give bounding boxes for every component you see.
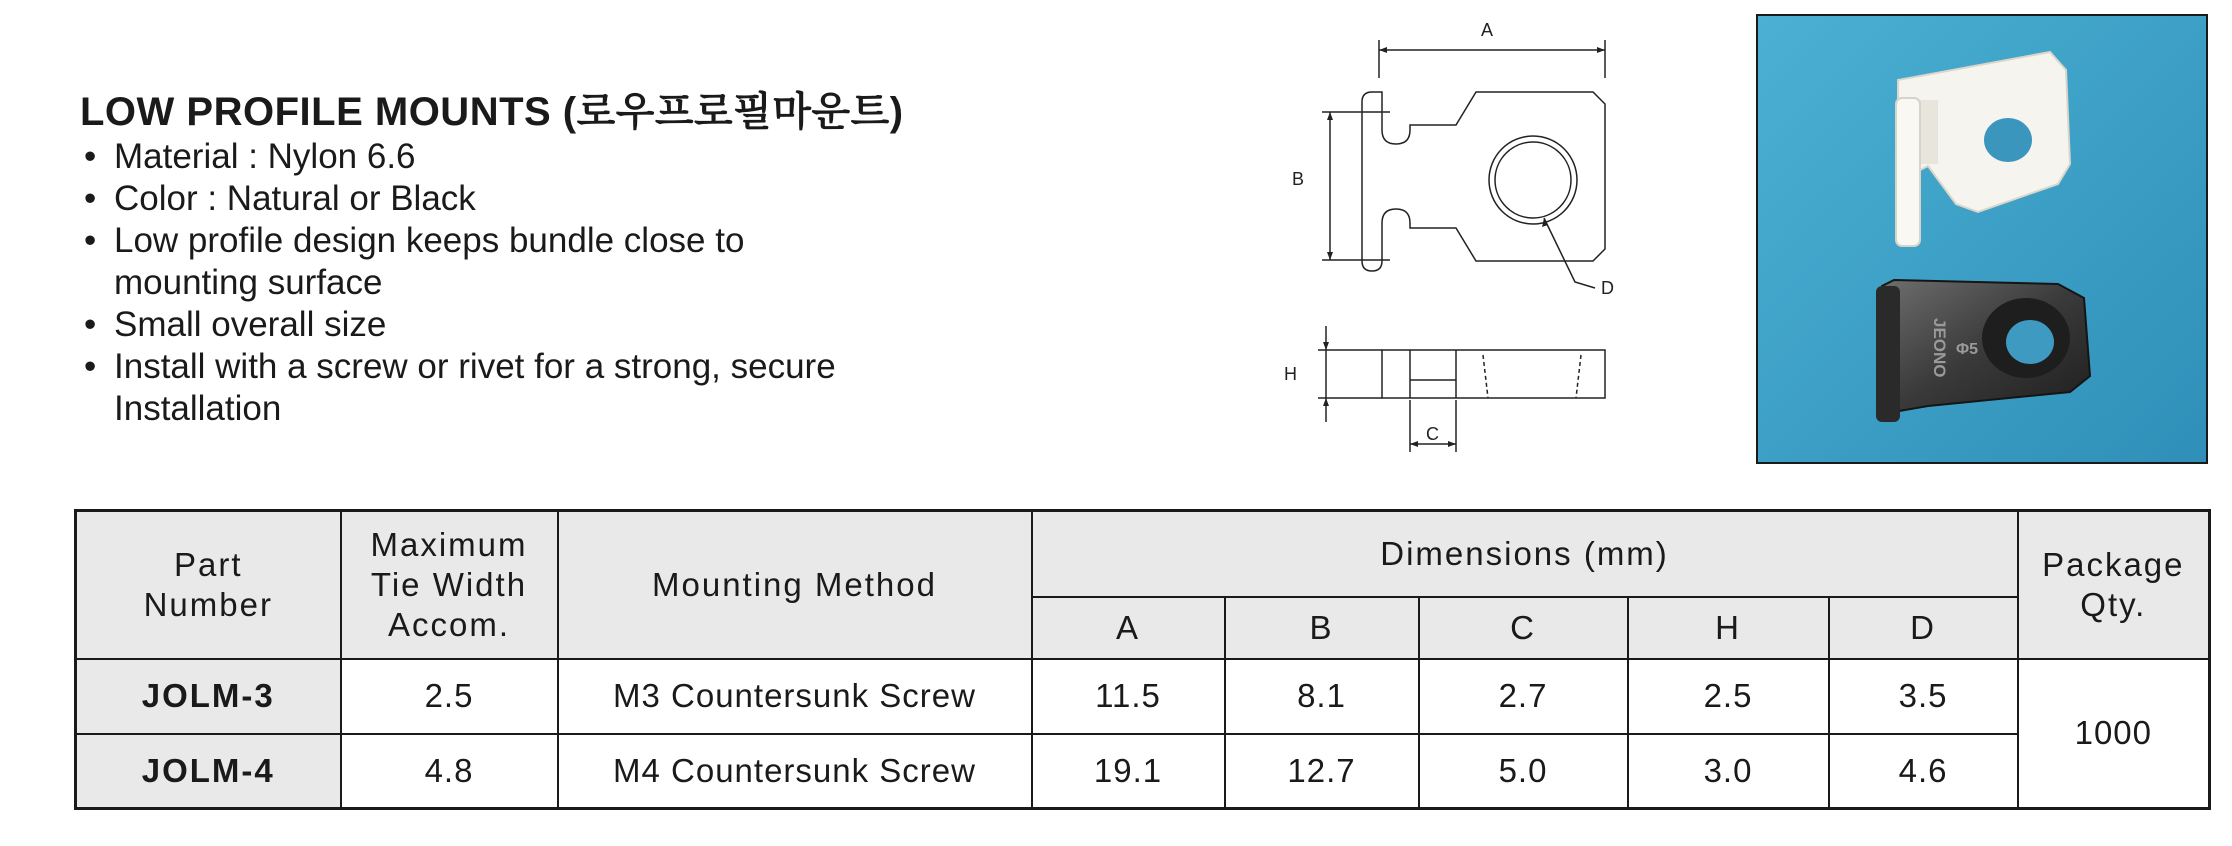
dim-a-cell: 11.5: [1032, 659, 1225, 734]
feature-list: [84, 136, 836, 430]
mount-side-view: [1382, 350, 1605, 398]
feature-text: Low profile design keeps bundle close to mounting surface: [114, 221, 745, 302]
dim-c-cell: 5.0: [1419, 734, 1628, 809]
stamp-size-text: Φ5: [1956, 341, 1979, 358]
feature-item: [84, 346, 836, 430]
feature-item: [84, 136, 836, 178]
product-photo: [1756, 14, 2208, 464]
dim-c-cell: 2.7: [1419, 659, 1628, 734]
label-a: A: [1480, 20, 1494, 40]
header-dim-c: C: [1419, 597, 1628, 659]
dim-d-cell: 3.5: [1829, 659, 2018, 734]
technical-drawing: [1270, 20, 1630, 460]
mounting-method-cell: M3 Countersunk Screw: [558, 659, 1032, 734]
header-dim-a: A: [1032, 597, 1225, 659]
header-dim-b: B: [1225, 597, 1419, 659]
label-c: C: [1426, 424, 1439, 444]
dim-b-cell: 12.7: [1225, 734, 1419, 809]
table-row: [76, 659, 2210, 734]
dim-h-cell: 3.0: [1628, 734, 1829, 809]
spec-table: [74, 509, 2211, 810]
tie-width-cell: 2.5: [341, 659, 558, 734]
header-dim-d: D: [1829, 597, 2018, 659]
feature-item: [84, 304, 836, 346]
dim-b-cell: 8.1: [1225, 659, 1419, 734]
feature-text: Install with a screw or rivet for a strong, secure Installation: [114, 347, 836, 428]
label-h: H: [1284, 364, 1297, 384]
tie-width-cell: 4.8: [341, 734, 558, 809]
dim-d-cell: 4.6: [1829, 734, 2018, 809]
feature-text: Small overall size: [114, 305, 387, 344]
header-max-tie-width: Maximum Tie Width Accom.: [341, 511, 558, 659]
part-number-cell: JOLM-3: [76, 659, 341, 734]
mounting-hole-inner: [1495, 142, 1571, 218]
part-number-cell: JOLM-4: [76, 734, 341, 809]
feature-item: [84, 178, 836, 220]
mounting-hole-outer: [1489, 136, 1577, 224]
header-dim-h: H: [1628, 597, 1829, 659]
header-part-number: Part Number: [76, 511, 341, 659]
feature-text: Color : Natural or Black: [114, 179, 476, 218]
feature-item: [84, 220, 836, 304]
mounting-method-cell: M4 Countersunk Screw: [558, 734, 1032, 809]
header-package-qty: Package Qty.: [2018, 511, 2210, 659]
label-d: D: [1601, 278, 1614, 298]
leader-line-d: [1544, 218, 1595, 288]
package-qty-cell: 1000: [2018, 659, 2210, 809]
stamp-brand-text: JEONO: [1930, 318, 1949, 378]
dim-a-cell: 19.1: [1032, 734, 1225, 809]
header-dimensions: Dimensions (mm): [1032, 511, 2018, 597]
table-row: [76, 734, 2210, 809]
feature-text: Material : Nylon 6.6: [114, 137, 416, 176]
dim-h-cell: 2.5: [1628, 659, 1829, 734]
label-b: B: [1292, 169, 1305, 189]
mount-top-view: [1362, 92, 1605, 271]
header-mounting-method: Mounting Method: [558, 511, 1032, 659]
page-title: LOW PROFILE MOUNTS (로우프로필마운트): [80, 90, 904, 134]
